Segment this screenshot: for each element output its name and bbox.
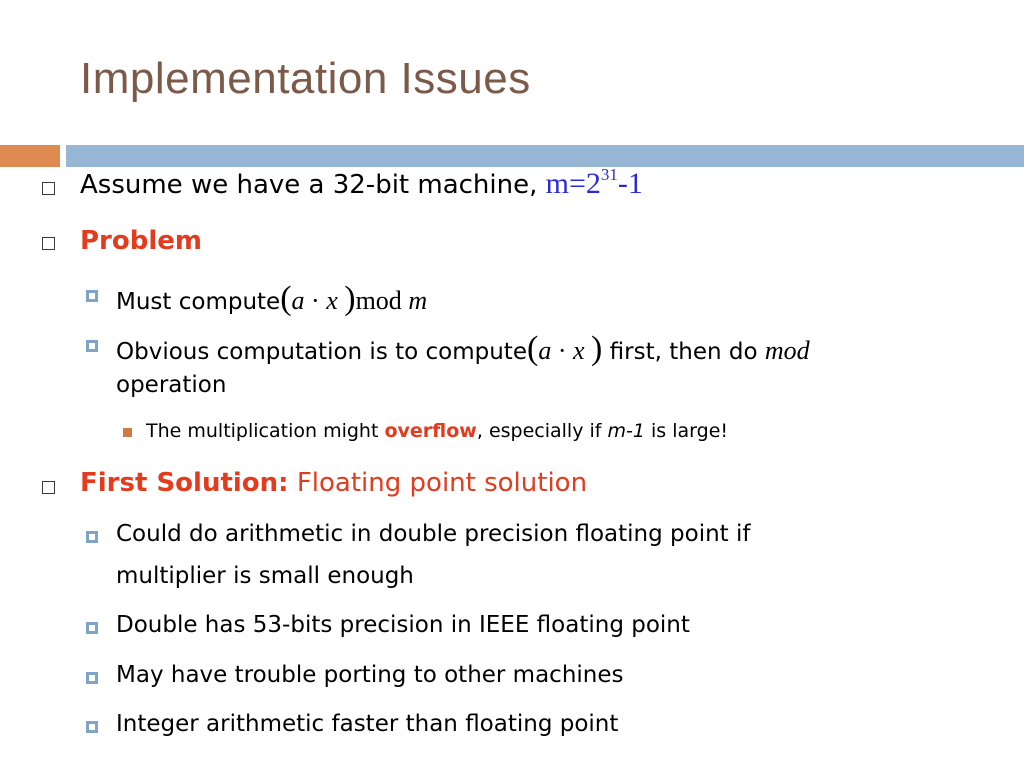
double-precision-line1: Could do arithmetic in double precision floating point if (116, 521, 751, 547)
bullet-square-icon (42, 182, 55, 195)
m-value-formula (546, 167, 643, 200)
formula-x: x (326, 286, 338, 315)
assume-text: Assume we have a 32-bit machine, (80, 170, 538, 200)
formula-mod: mod (355, 286, 402, 315)
formula-a: a (291, 286, 305, 315)
problem-heading: Problem (80, 226, 202, 256)
bullet-boxed-icon (86, 672, 98, 684)
m-value-suffix: -1 (617, 167, 643, 200)
integer-faster-bullet: Integer arithmetic faster than floating point (116, 711, 619, 737)
double-bits-bullet: Double has 53-bits precision in IEEE floating point (116, 612, 690, 638)
paren-close: ) (591, 330, 603, 367)
bullet-boxed-icon (86, 340, 98, 352)
first-solution-label: First Solution: (80, 468, 289, 498)
formula-ax (526, 330, 603, 367)
formula-a: a (538, 336, 552, 365)
bullet-boxed-icon (86, 531, 98, 543)
bullet-small-square-icon (123, 428, 132, 437)
porting-bullet: May have trouble porting to other machines (116, 662, 624, 688)
mod-word: mod (764, 336, 810, 365)
formula-m: m (408, 286, 428, 315)
m-value-exponent: 31 (600, 165, 618, 184)
formula-ax-mod-m (280, 280, 428, 317)
bullet-obvious (116, 330, 810, 368)
bullet-boxed-icon (86, 622, 98, 634)
double-precision-line2: multiplier is small enough (116, 563, 414, 589)
bullet-must-compute (116, 280, 427, 318)
paren-close: ) (344, 280, 356, 317)
bullet-first-solution (80, 468, 587, 498)
bullet-square-icon (42, 237, 55, 250)
overflow-mid: , especially if (476, 420, 602, 442)
overflow-pre: The multiplication might (146, 420, 379, 442)
m-value-prefix: m=2 (545, 167, 601, 200)
formula-dot: · (311, 286, 320, 315)
slide-title: Implementation Issues (80, 54, 531, 103)
bullet-boxed-icon (86, 290, 98, 302)
must-compute-label: Must compute (116, 289, 281, 315)
paren-open: ( (526, 330, 539, 367)
first-then-text: first, then do (609, 339, 758, 365)
paren-open: ( (280, 280, 292, 317)
operation-text: operation (116, 372, 227, 398)
bullet-overflow (146, 420, 728, 442)
overflow-word: overflow (384, 420, 477, 442)
obvious-text: Obvious computation is to compute (116, 339, 527, 365)
overflow-post: is large! (651, 420, 728, 442)
first-solution-text: Floating point solution (296, 468, 588, 498)
formula-x: x (572, 336, 585, 365)
overflow-m1: m-1 (607, 420, 645, 442)
bullet-assume (80, 167, 643, 201)
bullet-boxed-icon (86, 721, 98, 733)
bullet-square-icon (42, 481, 55, 494)
formula-dot: · (557, 336, 567, 365)
